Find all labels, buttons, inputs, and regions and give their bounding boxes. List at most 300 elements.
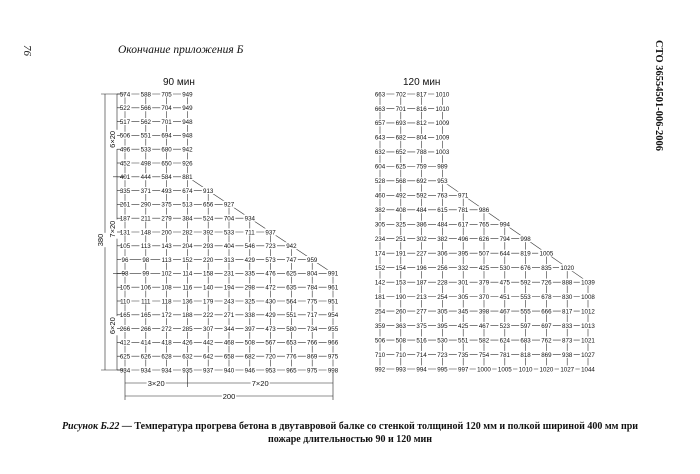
right-value: 697: [541, 322, 552, 330]
right-value: 1010: [435, 105, 450, 113]
right-value: 332: [458, 264, 469, 272]
right-value: 568: [395, 178, 406, 186]
left-value: 307: [203, 325, 214, 333]
section-heading: Окончание приложения Б: [118, 44, 244, 56]
left-value: 775: [307, 298, 318, 306]
left-value: 566: [140, 105, 151, 113]
left-value: 136: [182, 298, 193, 306]
right-value: 306: [437, 250, 448, 258]
left-value: 650: [161, 160, 172, 168]
left-value: 271: [223, 312, 235, 320]
right-value: 228: [437, 279, 448, 287]
left-value: 635: [286, 284, 297, 292]
right-value: 592: [416, 192, 427, 200]
right-value: 1012: [581, 308, 595, 316]
dim-top-span: 6×20: [108, 130, 117, 148]
left-value: 468: [223, 339, 235, 347]
right-value: 994: [499, 221, 510, 229]
right-value: 359: [374, 322, 386, 330]
right-value: 678: [541, 293, 552, 301]
left-value: 766: [307, 339, 318, 347]
right-value: 781: [499, 351, 510, 359]
right-value: 154: [395, 264, 406, 272]
right-value: 663: [374, 91, 386, 99]
left-value: 934: [161, 367, 172, 375]
left-value: 298: [244, 284, 255, 292]
left-value: 720: [265, 353, 276, 361]
right-value: 382: [437, 236, 448, 244]
right-value: 643: [374, 134, 386, 142]
right-value: 953: [437, 178, 448, 186]
left-value: 211: [140, 215, 151, 223]
right-value: 508: [395, 337, 406, 345]
right-value: 523: [499, 322, 510, 330]
right-value: 986: [478, 207, 490, 215]
right-value: 467: [499, 308, 510, 316]
left-value: 105: [119, 284, 131, 292]
left-value: 110: [120, 298, 130, 306]
right-chart-title: 120 мин: [403, 77, 441, 88]
left-value: 148: [140, 229, 151, 237]
left-value: 165: [140, 312, 151, 320]
right-value: 256: [437, 264, 448, 272]
left-value: 429: [265, 312, 276, 320]
left-value: 934: [140, 367, 151, 375]
right-value: 817: [562, 308, 573, 316]
left-value: 628: [161, 353, 172, 361]
left-value: 949: [182, 91, 193, 99]
left-value: 784: [307, 284, 318, 292]
right-value: 819: [520, 250, 531, 258]
right-value: 759: [416, 163, 427, 171]
left-value: 991: [327, 270, 339, 278]
left-value: 412: [119, 339, 131, 347]
left-value: 573: [265, 256, 276, 264]
right-value: 1005: [539, 250, 554, 258]
left-value: 705: [161, 91, 172, 99]
left-value: 344: [223, 325, 235, 333]
left-value: 937: [203, 367, 214, 375]
left-value: 98: [121, 270, 129, 278]
right-value: 395: [458, 250, 469, 258]
right-value: 174: [374, 250, 386, 258]
left-value: 243: [223, 298, 235, 306]
left-value: 580: [286, 325, 297, 333]
left-value: 325: [244, 298, 255, 306]
right-value: 993: [395, 366, 406, 374]
left-value: 204: [182, 243, 193, 251]
left-value: 222: [203, 312, 214, 320]
right-value: 1020: [539, 366, 554, 374]
left-value: 508: [244, 339, 255, 347]
right-value: 260: [395, 308, 406, 316]
right-value: 1020: [560, 264, 575, 272]
left-value: 701: [161, 118, 172, 126]
dim-bottom-span: 6×20: [108, 317, 117, 335]
right-value: 1010: [518, 366, 533, 374]
left-value: 564: [286, 298, 297, 306]
right-value: 1009: [435, 134, 450, 142]
right-value: 714: [416, 351, 427, 359]
right-value: 597: [520, 322, 531, 330]
left-value: 658: [223, 353, 235, 361]
left-value: 106: [140, 284, 151, 292]
left-value: 656: [203, 201, 214, 209]
left-value: 949: [182, 105, 193, 113]
left-value: 966: [327, 339, 339, 347]
left-value: 926: [182, 160, 193, 168]
left-value: 293: [203, 243, 214, 251]
right-value: 710: [395, 351, 406, 359]
left-value: 704: [161, 105, 172, 113]
right-value: 989: [437, 163, 448, 171]
left-value: 498: [140, 160, 151, 168]
right-value: 971: [458, 192, 469, 200]
left-value: 279: [161, 215, 172, 223]
right-value: 484: [416, 207, 427, 215]
left-value: 946: [244, 367, 255, 375]
right-value: 190: [395, 293, 406, 301]
left-value: 562: [140, 118, 151, 126]
right-value: 1039: [581, 279, 595, 287]
left-value: 955: [327, 325, 339, 333]
right-value: 375: [416, 322, 427, 330]
left-chart-title: 90 мин: [163, 77, 195, 88]
right-value: 833: [562, 322, 573, 330]
right-value: 765: [478, 221, 490, 229]
left-value: 113: [161, 256, 172, 264]
left-value: 961: [327, 284, 339, 292]
right-value: 997: [458, 366, 469, 374]
right-grid: [374, 90, 597, 373]
right-value: 830: [562, 293, 573, 301]
left-value: 496: [119, 146, 131, 154]
right-value: 873: [562, 337, 573, 345]
right-value: 227: [416, 250, 427, 258]
right-value: 363: [395, 322, 406, 330]
right-value: 325: [395, 221, 406, 229]
right-value: 676: [520, 264, 531, 272]
right-value: 625: [395, 163, 406, 171]
right-value: 492: [395, 192, 406, 200]
right-value: 551: [458, 337, 469, 345]
left-value: 869: [307, 353, 318, 361]
right-value: 794: [499, 236, 510, 244]
left-value: 444: [140, 174, 151, 182]
dim-bottom-left: 3×20: [147, 379, 165, 388]
left-value: 200: [161, 229, 172, 237]
right-value: 869: [541, 351, 552, 359]
left-value: 430: [265, 298, 276, 306]
right-value: 555: [520, 308, 531, 316]
right-value: 379: [478, 279, 490, 287]
right-value: 302: [416, 236, 427, 244]
left-value: 533: [223, 229, 235, 237]
right-value: 626: [478, 236, 490, 244]
right-value: 582: [478, 337, 490, 345]
figure-caption: [60, 420, 640, 446]
left-value: 140: [203, 284, 214, 292]
right-value: 187: [416, 279, 427, 287]
right-value: 693: [395, 120, 406, 128]
left-value: 680: [161, 146, 172, 154]
right-value: 475: [499, 279, 510, 287]
left-value: 704: [223, 215, 235, 223]
caption-label: Рисунок Б.22: [61, 421, 120, 432]
left-value: 179: [203, 298, 214, 306]
right-value: 816: [416, 105, 427, 113]
left-value: 934: [119, 367, 131, 375]
left-value: 335: [119, 187, 131, 195]
left-value: 951: [327, 298, 339, 306]
left-value: 954: [327, 312, 339, 320]
left-value: 653: [286, 339, 297, 347]
right-value: 995: [437, 366, 448, 374]
left-value: 711: [244, 229, 255, 237]
right-value: 652: [395, 149, 406, 157]
left-value: 397: [244, 325, 255, 333]
right-value: 710: [374, 351, 386, 359]
dim-bottom-right: 7×20: [251, 379, 269, 388]
right-value: 408: [395, 207, 406, 215]
right-value: 506: [374, 337, 386, 345]
left-value: 384: [182, 215, 193, 223]
right-value: 386: [416, 221, 427, 229]
left-value: 953: [265, 367, 276, 375]
left-value: 114: [182, 270, 193, 278]
right-value: 682: [395, 134, 406, 142]
left-value: 674: [182, 187, 193, 195]
right-value: 530: [437, 337, 448, 345]
left-value: 113: [140, 243, 151, 251]
left-value: 172: [161, 312, 172, 320]
right-value: 788: [416, 149, 427, 157]
left-value: 476: [265, 270, 276, 278]
left-value: 927: [223, 201, 235, 209]
right-value: 553: [520, 293, 531, 301]
right-value: 425: [478, 264, 490, 272]
left-value: 717: [307, 312, 318, 320]
left-value: 506: [119, 132, 131, 140]
right-value: 451: [499, 293, 510, 301]
right-value: 1008: [581, 293, 595, 301]
right-value: 181: [374, 293, 386, 301]
right-value: 754: [478, 351, 490, 359]
right-value: 735: [458, 351, 469, 359]
left-value: 776: [286, 353, 297, 361]
right-value: 496: [458, 236, 469, 244]
left-value: 642: [203, 353, 214, 361]
right-value: 726: [541, 279, 552, 287]
left-value: 574: [119, 91, 131, 99]
left-value: 290: [140, 201, 151, 209]
left-value: 517: [119, 118, 131, 126]
left-value: 513: [182, 201, 193, 209]
right-value: 763: [437, 192, 448, 200]
left-value: 935: [182, 367, 193, 375]
right-value: 305: [458, 293, 469, 301]
left-value: 747: [286, 256, 297, 264]
dim-total-height: 380: [96, 233, 105, 247]
left-value: 940: [223, 367, 235, 375]
caption-text: — Температура прогрева бетона в двутавровой балке со стенкой толщиной 120 мм и полкой шириной 400 мм при пожаре длительностью 90 и 120 мин: [119, 421, 639, 445]
right-value: 528: [374, 178, 386, 186]
right-value: 604: [374, 163, 386, 171]
left-value: 220: [203, 256, 214, 264]
right-value: 592: [520, 279, 531, 287]
left-value: 272: [161, 325, 172, 333]
right-value: 305: [437, 308, 448, 316]
right-value: 277: [416, 308, 427, 316]
right-value: 992: [374, 366, 386, 374]
left-value: 959: [307, 256, 318, 264]
right-value: 998: [520, 236, 531, 244]
left-value: 371: [140, 187, 151, 195]
left-value: 632: [182, 353, 193, 361]
left-value: 401: [119, 174, 131, 182]
left-value: 105: [119, 243, 131, 251]
right-value: 460: [374, 192, 386, 200]
left-value: 948: [182, 132, 193, 140]
left-value: 98: [142, 256, 150, 264]
left-value: 404: [223, 243, 235, 251]
right-value: 762: [541, 337, 552, 345]
left-value: 625: [286, 270, 297, 278]
left-value: 266: [140, 325, 151, 333]
left-value: 533: [140, 146, 151, 154]
left-value: 626: [140, 353, 151, 361]
right-value: 666: [541, 308, 552, 316]
right-value: 152: [374, 264, 386, 272]
left-value: 418: [161, 339, 172, 347]
left-value: 948: [182, 118, 193, 126]
left-value: 261: [119, 201, 131, 209]
right-value: 213: [416, 293, 427, 301]
left-value: 625: [119, 353, 131, 361]
right-value: 425: [458, 322, 469, 330]
left-value: 442: [203, 339, 214, 347]
right-value: 1005: [497, 366, 512, 374]
right-value: 153: [395, 279, 406, 287]
right-value: 301: [458, 279, 469, 287]
left-value: 588: [140, 91, 151, 99]
right-value: 1000: [477, 366, 491, 374]
right-value: 835: [541, 264, 552, 272]
right-value: 382: [374, 207, 386, 215]
right-value: 530: [499, 264, 510, 272]
left-value: 567: [265, 339, 276, 347]
left-value: 965: [286, 367, 297, 375]
left-value: 975: [327, 353, 339, 361]
left-value: 187: [119, 215, 131, 223]
right-value: 663: [374, 105, 386, 113]
right-value: 191: [395, 250, 406, 258]
left-value: 734: [307, 325, 318, 333]
right-value: 484: [437, 221, 448, 229]
right-value: 632: [374, 149, 386, 157]
left-value: 472: [265, 284, 276, 292]
left-value: 335: [244, 270, 255, 278]
right-value: 818: [520, 351, 531, 359]
left-value: 804: [307, 270, 318, 278]
right-value: 701: [395, 105, 406, 113]
right-value: 254: [437, 293, 448, 301]
left-value: 111: [141, 298, 151, 306]
left-value: 934: [244, 215, 255, 223]
right-value: 804: [416, 134, 427, 142]
left-value: 551: [140, 132, 151, 140]
left-value: 108: [161, 284, 172, 292]
left-value: 116: [182, 284, 193, 292]
left-value: 524: [203, 215, 214, 223]
left-value: 426: [182, 339, 193, 347]
right-value: 692: [416, 178, 427, 186]
right-value: 994: [416, 366, 427, 374]
right-value: 467: [478, 322, 490, 330]
left-value: 118: [161, 298, 172, 306]
left-value: 473: [265, 325, 276, 333]
right-value: 507: [478, 250, 490, 258]
right-value: 683: [520, 337, 531, 345]
left-value: 522: [119, 105, 131, 113]
left-value: 338: [244, 312, 255, 320]
right-value: 251: [395, 236, 406, 244]
right-value: 723: [437, 351, 448, 359]
right-value: 345: [458, 308, 469, 316]
right-value: 617: [458, 221, 469, 229]
left-value: 158: [203, 270, 214, 278]
left-value: 131: [119, 229, 131, 237]
left-value: 881: [182, 174, 193, 182]
left-value: 584: [161, 174, 172, 182]
right-value: 1027: [560, 366, 575, 374]
left-value: 165: [119, 312, 131, 320]
left-value: 285: [182, 325, 193, 333]
left-value: 913: [203, 187, 214, 195]
right-value: 254: [374, 308, 386, 316]
left-value: 694: [161, 132, 172, 140]
right-value: 812: [416, 120, 427, 128]
right-value: 615: [437, 207, 448, 215]
left-value: 282: [182, 229, 193, 237]
right-value: 888: [562, 279, 573, 287]
left-value: 998: [327, 367, 339, 375]
dim-mid-span: 7×20: [108, 220, 117, 238]
left-value: 942: [182, 146, 193, 154]
left-value: 313: [223, 256, 235, 264]
left-value: 188: [182, 312, 193, 320]
left-value: 682: [244, 353, 255, 361]
left-value: 937: [265, 229, 276, 237]
right-value: 657: [374, 120, 386, 128]
right-value: 196: [416, 264, 427, 272]
right-value: 370: [478, 293, 490, 301]
page-number: 76: [21, 45, 33, 56]
left-value: 266: [119, 325, 131, 333]
right-value: 398: [478, 308, 490, 316]
right-value: 817: [416, 91, 427, 99]
right-value: 781: [458, 207, 469, 215]
left-value: 551: [286, 312, 297, 320]
right-value: 1010: [435, 91, 450, 99]
right-value: 1021: [581, 337, 595, 345]
left-value: 231: [223, 270, 235, 278]
dim-total-width: 200: [222, 392, 236, 401]
left-value: 152: [182, 256, 193, 264]
right-value: 1003: [435, 149, 450, 157]
right-value: 644: [499, 250, 510, 258]
left-value: 392: [203, 229, 214, 237]
